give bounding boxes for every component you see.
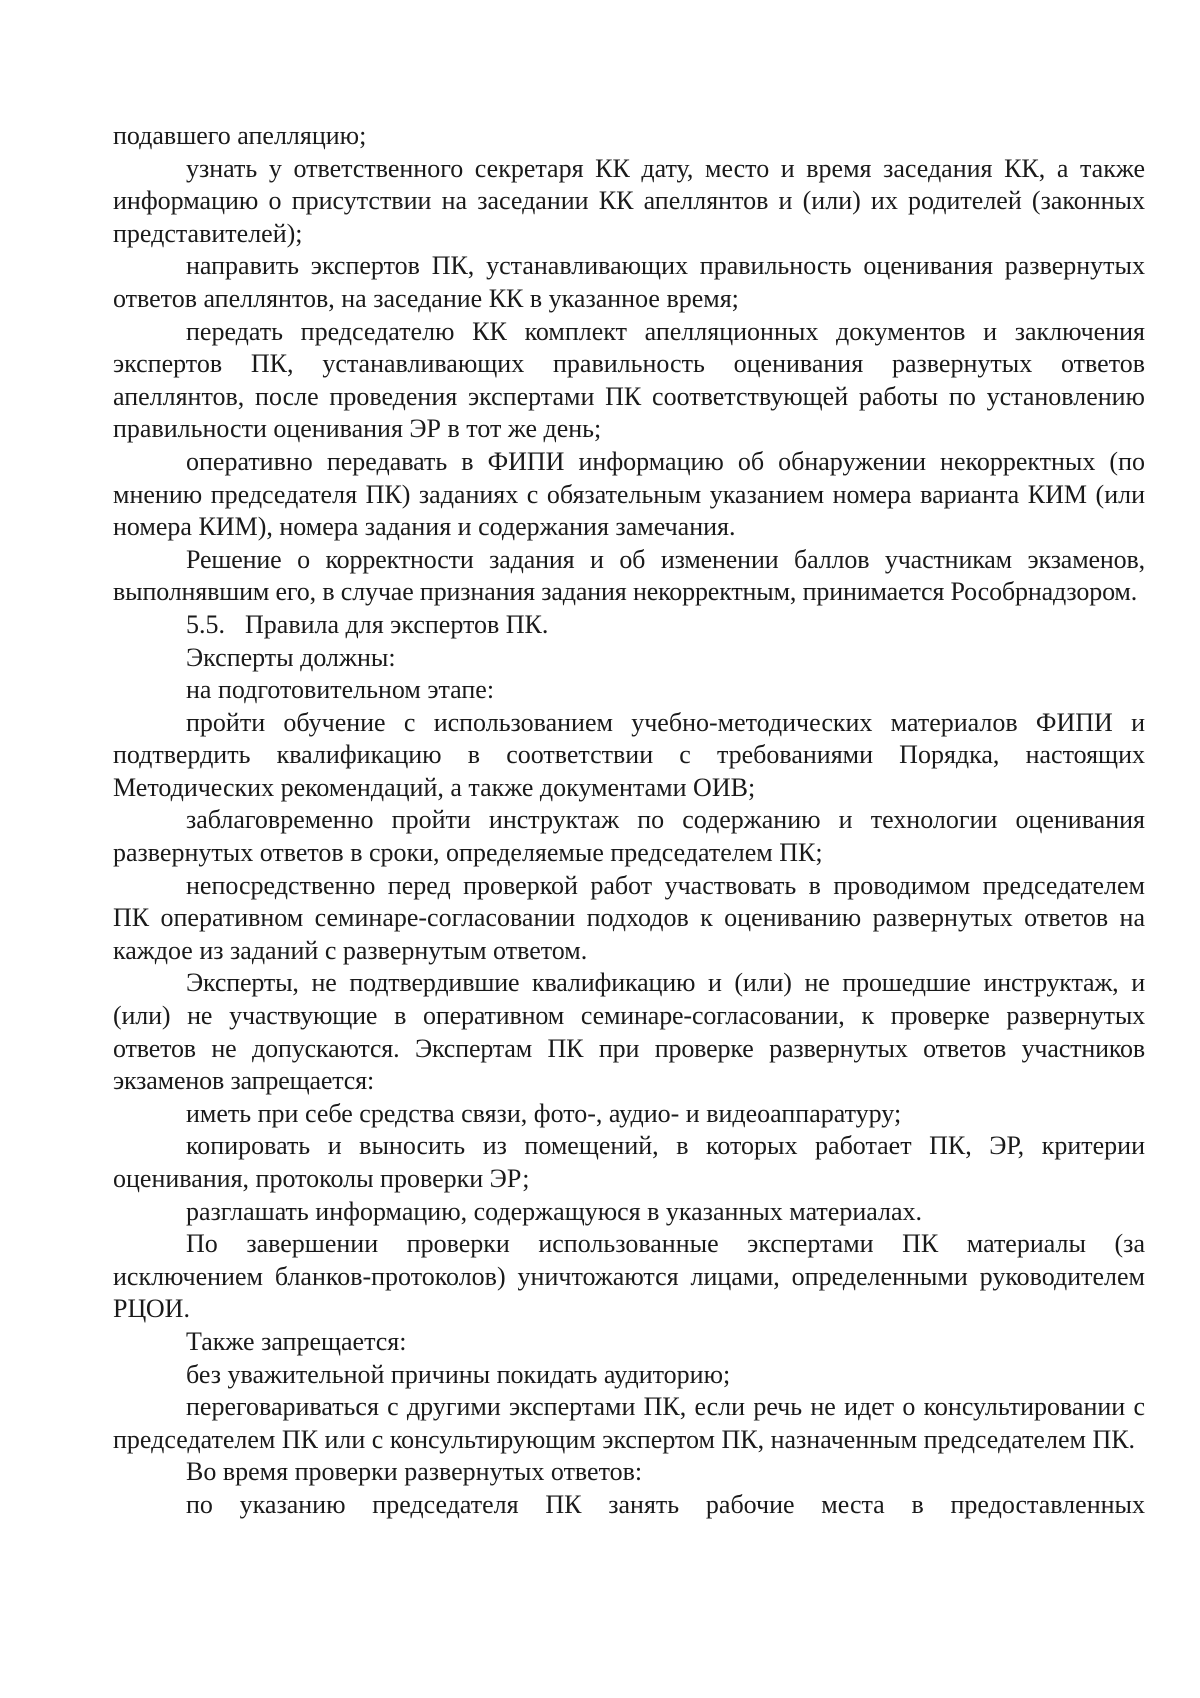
paragraph: разглашать информацию, содержащуюся в указанных материалах.: [186, 1196, 923, 1226]
paragraph: без уважительной причины покидать аудиторию;: [186, 1359, 731, 1389]
section-heading: [113, 609, 1145, 642]
paragraph: Эксперты должны:: [186, 642, 396, 672]
paragraph: пройти обучение с использованием учебно-методических материалов ФИПИ и подтвердить квалификацию в соответствии с требованиями Порядка, настоящих Методических рекомендаций, а также документами ОИВ;: [113, 707, 1145, 802]
paragraph: непосредственно перед проверкой работ участвовать в проводимом председателем ПК оперативном семинаре-согласовании подходов к оцениванию развернутых ответов на каждое из заданий с развернутым ответом.: [113, 870, 1145, 965]
paragraph: узнать у ответственного секретаря КК дату, место и время заседания КК, а также информацию о присутствии на заседании КК апеллянтов и (или) их родителей (законных представителей);: [113, 153, 1145, 248]
paragraph: По завершении проверки использованные экспертами ПК материалы (за исключением бланков-протоколов) уничтожаются лицами, определенными руководителем РЦОИ.: [113, 1229, 1145, 1324]
paragraph: подавшего апелляцию;: [113, 121, 367, 150]
section-number: 5.5.: [186, 609, 225, 639]
paragraph: Эксперты, не подтвердившие квалификацию и (или) не прошедшие инструктаж, и (или) не участвующие в оперативном семинаре-согласовании, к проверке развернутых ответов не допускаются. Экспертам ПК при проверке развернутых ответов участников экзаменов запрещается:: [113, 968, 1145, 1096]
paragraph: иметь при себе средства связи, фото-, аудио- и видеоаппаратуру;: [186, 1098, 902, 1128]
paragraph: заблаговременно пройти инструктаж по содержанию и технологии оценивания развернутых ответов в сроки, определяемые председателем ПК;: [113, 805, 1145, 868]
paragraph: на подготовительном этапе:: [186, 675, 495, 705]
paragraph: Также запрещается:: [186, 1326, 407, 1356]
section-title: Правила для экспертов ПК.: [245, 609, 549, 639]
paragraph: переговариваться с другими экспертами ПК, если речь не идет о консультировании с председателем ПК или с консультирующим экспертом ПК, назначенным председателем ПК.: [113, 1392, 1145, 1454]
paragraph: оперативно передавать в ФИПИ информацию об обнаружении некорректных (по мнению председателя ПК) заданиях с обязательным указанием номера варианта КИМ (или номера КИМ), номера задания и содержания замечания.: [113, 446, 1145, 542]
paragraph: передать председателю КК комплект апелляционных документов и заключения экспертов ПК, устанавливающих правильность оценивания развернутых ответов апеллянтов, после проведения экспертами ПК соответствующей работы по установлению правильности оценивания ЭР в тот же день;: [113, 316, 1145, 444]
document-body: [113, 120, 1145, 1522]
paragraph: Во время проверки развернутых ответов:: [186, 1457, 643, 1487]
paragraph: Решение о корректности задания и об изменении баллов участникам экзаменов, выполнявшим его, в случае признания задания некорректным, принимается Рособрнадзором.: [113, 544, 1145, 607]
paragraph: направить экспертов ПК, устанавливающих правильность оценивания развернутых ответов апеллянтов, на заседание КК в указанное время;: [113, 251, 1145, 313]
paragraph: копировать и выносить из помещений, в которых работает ПК, ЭР, критерии оценивания, протоколы проверки ЭР;: [113, 1131, 1145, 1193]
paragraph: по указанию председателя ПК занять рабочие места в предоставленных: [186, 1489, 1145, 1519]
